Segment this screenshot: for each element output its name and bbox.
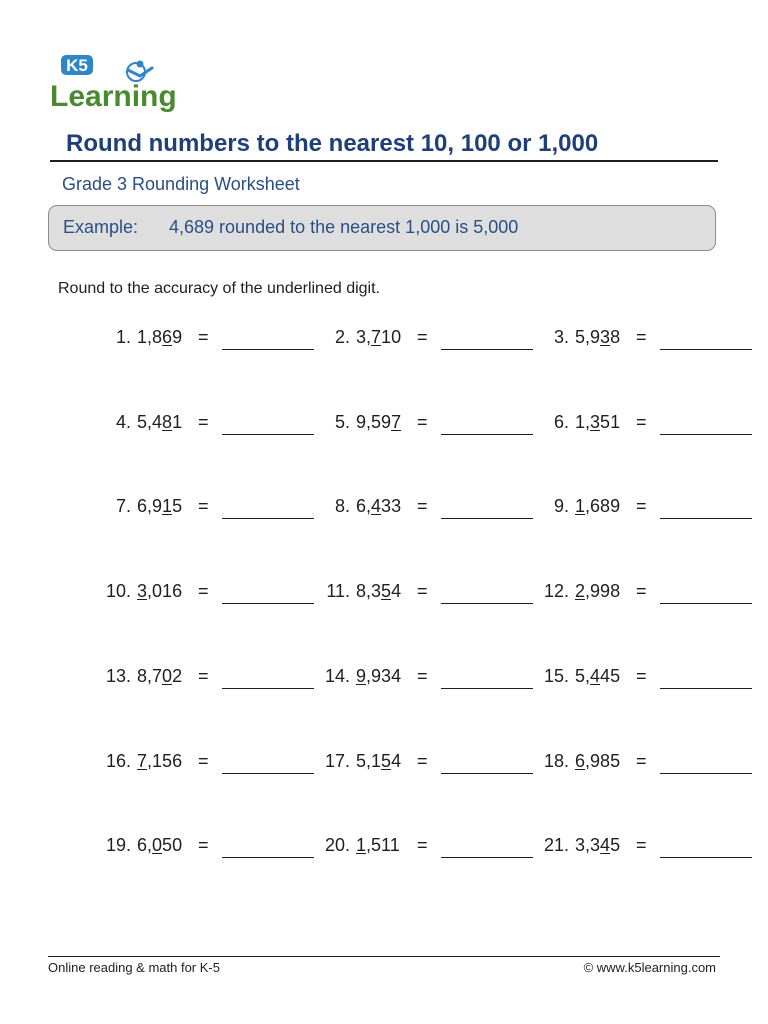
digit: 6 xyxy=(172,750,183,771)
problem-value xyxy=(575,666,620,687)
digit: 5 xyxy=(600,411,611,432)
equals-sign: = xyxy=(198,835,209,856)
underlined-digit: 5 xyxy=(381,750,392,771)
problem-value xyxy=(356,835,400,856)
digit: , xyxy=(366,750,372,771)
digit: 9 xyxy=(610,496,621,517)
digit: , xyxy=(147,327,153,347)
problem-value xyxy=(137,496,182,517)
digit: 8 xyxy=(600,496,611,517)
digit: 4 xyxy=(391,581,402,602)
digit: 3 xyxy=(381,665,392,686)
problem-item xyxy=(50,666,265,696)
digit: 4 xyxy=(391,750,402,771)
digit: 5 xyxy=(575,327,586,347)
problem-item xyxy=(50,327,265,357)
footer-website: © www.k5learning.com xyxy=(583,960,716,975)
problem-value xyxy=(137,327,182,348)
digit: 9 xyxy=(381,411,392,432)
problem-number: 8. xyxy=(334,496,350,517)
equals-sign: = xyxy=(417,665,428,686)
problem-value xyxy=(356,496,401,517)
digit: 5 xyxy=(371,835,382,856)
problem-item xyxy=(50,835,265,865)
underlined-digit: 3 xyxy=(590,411,601,432)
problem-value xyxy=(575,835,620,856)
underlined-digit: 2 xyxy=(575,581,586,602)
problem-value xyxy=(575,496,620,517)
digit: 0 xyxy=(172,835,183,856)
problem-number: 16. xyxy=(105,750,131,771)
equals-sign: = xyxy=(636,750,647,771)
problem-number: 15. xyxy=(543,665,569,686)
problem-value xyxy=(575,751,620,772)
digit: 1 xyxy=(152,750,163,771)
digit: , xyxy=(585,750,591,771)
problem-item xyxy=(488,666,703,696)
digit: , xyxy=(366,327,372,347)
digit: 5 xyxy=(610,835,621,856)
example-label: Example: xyxy=(63,217,139,237)
underlined-digit: 4 xyxy=(600,835,611,856)
digit: 9 xyxy=(356,411,367,432)
equals-sign: = xyxy=(636,581,647,602)
digit: 3 xyxy=(356,327,367,347)
digit: 3 xyxy=(381,496,392,517)
underlined-digit: 9 xyxy=(356,665,367,686)
underlined-digit: 6 xyxy=(162,327,173,347)
problem-number: 7. xyxy=(115,496,131,517)
answer-blank[interactable] xyxy=(660,603,752,604)
digit: 9 xyxy=(590,581,601,602)
underlined-digit: 1 xyxy=(575,496,586,517)
equals-sign: = xyxy=(636,327,647,347)
equals-sign: = xyxy=(417,750,428,771)
answer-blank[interactable] xyxy=(660,434,752,435)
digit: 5 xyxy=(162,835,173,856)
digit: 8 xyxy=(610,327,621,347)
problem-number: 4. xyxy=(115,411,131,432)
digit: 1 xyxy=(137,327,148,347)
problem-item xyxy=(488,412,703,442)
digit: 8 xyxy=(137,665,148,686)
digit: , xyxy=(366,581,372,602)
page-title: Round numbers to the nearest 10, 100 or 1,000 xyxy=(66,130,599,157)
digit: 5 xyxy=(575,665,586,686)
digit: 9 xyxy=(590,750,601,771)
underlined-digit: 1 xyxy=(356,835,367,856)
equals-sign: = xyxy=(417,835,428,856)
problem-number: 18. xyxy=(543,750,569,771)
digit: 2 xyxy=(172,665,183,686)
problem-value xyxy=(356,666,401,687)
answer-blank[interactable] xyxy=(660,349,752,350)
underlined-digit: 4 xyxy=(371,496,382,517)
digit: 5 xyxy=(610,750,621,771)
digit: 4 xyxy=(152,411,163,432)
digit: , xyxy=(585,327,591,347)
digit: , xyxy=(585,581,591,602)
digit: 4 xyxy=(391,665,402,686)
digit: 3 xyxy=(575,835,586,856)
digit: 1 xyxy=(172,411,183,432)
digit: , xyxy=(366,665,372,686)
answer-blank[interactable] xyxy=(660,688,752,689)
answer-blank[interactable] xyxy=(660,773,752,774)
problem-number: 3. xyxy=(553,327,569,347)
equals-sign: = xyxy=(636,665,647,686)
digit: , xyxy=(585,496,591,517)
problem-number: 20. xyxy=(324,835,350,856)
problem-value xyxy=(575,412,620,433)
problem-number: 6. xyxy=(553,411,569,432)
digit: 3 xyxy=(391,496,402,517)
underlined-digit: 7 xyxy=(391,411,402,432)
digit: 0 xyxy=(152,581,163,602)
digit: 1 xyxy=(381,835,390,856)
digit: , xyxy=(585,835,591,856)
problem-number: 10. xyxy=(105,581,131,602)
problem-number: 19. xyxy=(105,835,131,856)
footer-divider xyxy=(48,956,720,957)
problem-item xyxy=(269,666,484,696)
underlined-digit: 5 xyxy=(381,581,392,602)
problem-number: 14. xyxy=(324,665,350,686)
problem-value xyxy=(137,835,182,856)
problem-number: 1. xyxy=(115,327,131,347)
digit: 5 xyxy=(610,665,621,686)
digit: 8 xyxy=(356,581,367,602)
digit: 4 xyxy=(600,665,611,686)
digit: 6 xyxy=(172,581,183,602)
digit: , xyxy=(147,750,153,771)
digit: 1 xyxy=(610,411,621,432)
underlined-digit: 8 xyxy=(162,411,173,432)
problem-value xyxy=(356,751,401,772)
problem-item xyxy=(488,581,703,611)
problem-item xyxy=(269,751,484,781)
digit: 5 xyxy=(162,750,173,771)
underlined-digit: 0 xyxy=(152,835,163,856)
problem-item xyxy=(488,496,703,526)
digit: 5 xyxy=(356,750,367,771)
problem-number: 11. xyxy=(326,581,350,602)
digit: , xyxy=(147,496,153,517)
digit: 3 xyxy=(590,835,601,856)
instruction-text: Round to the accuracy of the underlined digit. xyxy=(58,280,380,297)
underlined-digit: 3 xyxy=(137,581,148,602)
digit: , xyxy=(366,496,372,517)
problem-number: 12. xyxy=(543,581,569,602)
digit: 6 xyxy=(590,496,601,517)
equals-sign: = xyxy=(417,496,428,517)
answer-blank[interactable] xyxy=(660,518,752,519)
equals-sign: = xyxy=(198,665,209,686)
problem-number: 13. xyxy=(105,665,131,686)
problem-number: 21. xyxy=(543,835,569,856)
digit: 6 xyxy=(137,496,148,517)
problem-value xyxy=(137,412,182,433)
digit: 9 xyxy=(172,327,183,347)
example-text: 4,689 rounded to the nearest 1,000 is 5,000 xyxy=(169,217,519,237)
logo-badge-text: K5 xyxy=(66,56,88,75)
problem-value xyxy=(137,581,182,602)
digit: 5 xyxy=(137,411,148,432)
problem-item xyxy=(50,496,265,526)
problem-number: 5. xyxy=(334,411,350,432)
digit: 1 xyxy=(371,750,382,771)
digit: , xyxy=(147,581,153,602)
equals-sign: = xyxy=(636,411,647,432)
problem-number: 17. xyxy=(324,750,350,771)
underlined-digit: 3 xyxy=(600,327,611,347)
problem-item xyxy=(488,327,703,357)
digit: 1 xyxy=(162,581,173,602)
digit: , xyxy=(585,665,591,686)
problem-item xyxy=(269,835,484,865)
equals-sign: = xyxy=(198,411,209,432)
equals-sign: = xyxy=(198,750,209,771)
digit: 8 xyxy=(610,581,621,602)
logo-wordmark: Learning xyxy=(50,80,177,113)
digit: 6 xyxy=(356,496,367,517)
problem-item xyxy=(488,751,703,781)
equals-sign: = xyxy=(417,327,428,347)
digit: , xyxy=(366,411,372,432)
problem-item xyxy=(269,327,484,357)
problem-value xyxy=(356,412,401,433)
digit: , xyxy=(147,665,153,686)
problem-value xyxy=(137,751,182,772)
problem-item xyxy=(269,412,484,442)
problem-value xyxy=(356,327,401,348)
answer-blank[interactable] xyxy=(660,857,752,858)
digit: , xyxy=(585,411,591,432)
problem-item xyxy=(50,751,265,781)
problem-value xyxy=(575,327,620,348)
footer-tagline: Online reading & math for K-5 xyxy=(48,960,220,975)
digit: , xyxy=(366,835,372,856)
digit: 5 xyxy=(172,496,183,517)
underlined-digit: 0 xyxy=(162,665,173,686)
digit: 3 xyxy=(371,581,382,602)
equals-sign: = xyxy=(636,835,647,856)
digit: , xyxy=(147,835,153,856)
problem-item xyxy=(269,496,484,526)
digit: 0 xyxy=(391,327,402,347)
digit: 8 xyxy=(152,327,163,347)
problem-item xyxy=(50,581,265,611)
equals-sign: = xyxy=(198,581,209,602)
digit: 1 xyxy=(381,327,392,347)
equals-sign: = xyxy=(636,496,647,517)
digit: 1 xyxy=(389,835,400,856)
problem-value xyxy=(575,581,620,602)
problem-item xyxy=(488,835,703,865)
equals-sign: = xyxy=(417,581,428,602)
digit: 9 xyxy=(600,581,611,602)
digit: 1 xyxy=(575,411,586,432)
digit: 9 xyxy=(590,327,601,347)
problem-item xyxy=(269,581,484,611)
underlined-digit: 7 xyxy=(371,327,382,347)
underlined-digit: 7 xyxy=(137,750,148,771)
digit: 9 xyxy=(152,496,163,517)
problem-number: 2. xyxy=(334,327,350,347)
equals-sign: = xyxy=(198,327,209,347)
underlined-digit: 6 xyxy=(575,750,586,771)
digit: 7 xyxy=(152,665,163,686)
worksheet-subtitle: Grade 3 Rounding Worksheet xyxy=(62,174,300,194)
equals-sign: = xyxy=(198,496,209,517)
problem-value xyxy=(137,666,182,687)
digit: 9 xyxy=(371,665,382,686)
underlined-digit: 4 xyxy=(590,665,601,686)
digit: 5 xyxy=(371,411,382,432)
digit: 8 xyxy=(600,750,611,771)
problem-value xyxy=(356,581,401,602)
problem-item xyxy=(50,412,265,442)
equals-sign: = xyxy=(417,411,428,432)
digit: , xyxy=(147,411,153,432)
digit: 6 xyxy=(137,835,148,856)
underlined-digit: 1 xyxy=(162,496,173,517)
problem-number: 9. xyxy=(553,496,569,517)
